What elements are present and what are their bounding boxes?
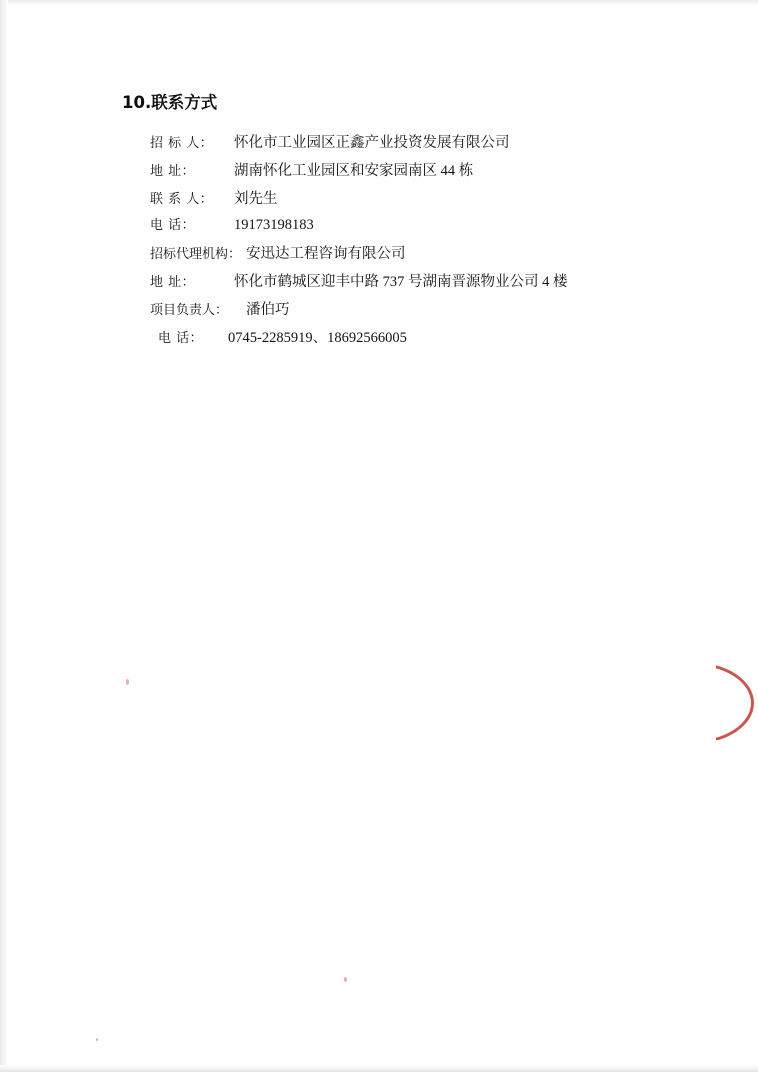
- contact-label: 地 址：: [150, 163, 196, 179]
- contact-line: [150, 159, 710, 187]
- contact-value: 怀化市鹤城区迎丰中路 737 号湖南晋源物业公司 4 楼: [234, 273, 568, 290]
- scan-edge-top: [0, 0, 758, 6]
- contact-line: [150, 131, 710, 159]
- contact-line: [150, 270, 710, 298]
- contact-label: 联 系 人：: [150, 191, 214, 207]
- contact-value: 19173198183: [234, 217, 314, 234]
- contact-value: 安迅达工程咨询有限公司: [246, 246, 406, 263]
- contact-value: 潘伯巧: [246, 301, 290, 318]
- ink-speck: [96, 1038, 98, 1041]
- contact-label: 招标代理机构：: [150, 247, 242, 263]
- scan-edge-left: [0, 0, 8, 1072]
- contact-info-block: [150, 131, 710, 353]
- red-seal-arc-icon: [716, 662, 756, 740]
- contact-label: 招 标 人：: [150, 136, 214, 151]
- contact-line: [150, 242, 710, 270]
- contact-line: [150, 214, 710, 242]
- ink-speck: [344, 977, 347, 982]
- section-heading: 10.联系方式: [122, 93, 218, 112]
- contact-label: 电 话：: [150, 218, 196, 234]
- contact-line: [150, 187, 710, 215]
- contact-label: 电 话：: [158, 330, 204, 346]
- contact-line: [158, 326, 710, 354]
- contact-label: 项目负责人：: [150, 302, 229, 318]
- contact-label: 地 址：: [150, 274, 196, 290]
- contact-value: 刘先生: [234, 190, 278, 207]
- contact-value: 0745-2285919、18692566005: [228, 329, 407, 346]
- ink-speck: [126, 679, 129, 685]
- scan-edge-bottom: [0, 1065, 758, 1072]
- contact-line: [150, 298, 710, 326]
- contact-value: 湖南怀化工业园区和安家园南区 44 栋: [234, 162, 474, 179]
- contact-value: 怀化市工业园区正鑫产业投资发展有限公司: [234, 135, 510, 151]
